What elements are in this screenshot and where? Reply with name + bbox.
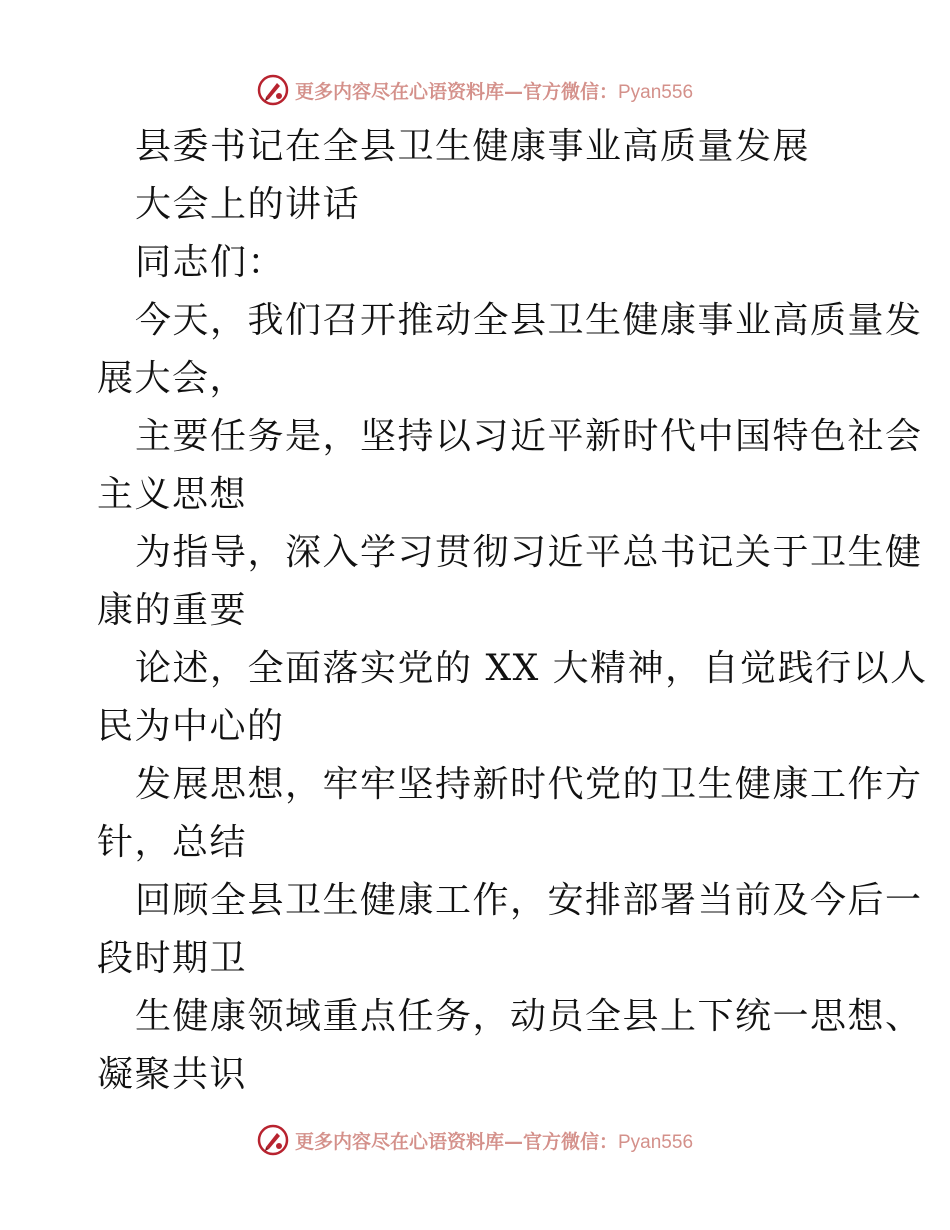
text-line: 段时期卫 — [97, 938, 248, 979]
text-line: 同志们： — [135, 242, 286, 283]
text-line: 发展思想，牢牢坚持新时代党的卫生健康工作方 — [135, 764, 923, 805]
text-line: 展大会， — [97, 358, 248, 399]
text-line: 生健康领域重点任务，动员全县上下统一思想、 — [135, 996, 923, 1037]
text-line: 今天，我们召开推动全县卫生健康事业高质量发 — [135, 300, 923, 341]
text-line: 康的重要 — [97, 590, 248, 631]
watermark-text: 更多内容尽在心语资料库—官方微信：Pyan556 — [294, 1130, 694, 1153]
text-line: 论述，全面落实党的 XX 大精神，自觉践行以人 — [135, 648, 928, 689]
text-line: 回顾全县卫生健康工作，安排部署当前及今后一 — [135, 880, 923, 921]
text-line: 大会上的讲话 — [135, 184, 361, 225]
document-body — [97, 118, 928, 1104]
pen-logo-icon — [257, 1124, 289, 1156]
watermark-wechat-id: Pyan556 — [618, 81, 694, 103]
pen-logo-icon — [257, 74, 289, 106]
text-line: 凝聚共识 — [97, 1054, 248, 1095]
text-line: 针，总结 — [97, 822, 248, 863]
header-watermark — [0, 70, 950, 110]
watermark-wechat-id: Pyan556 — [618, 1131, 694, 1153]
text-line: 为指导，深入学习贯彻习近平总书记关于卫生健 — [135, 532, 923, 573]
watermark-text: 更多内容尽在心语资料库—官方微信：Pyan556 — [294, 80, 694, 103]
footer-watermark — [0, 1120, 950, 1160]
text-line: 县委书记在全县卫生健康事业高质量发展 — [135, 126, 811, 167]
text-line: 民为中心的 — [97, 706, 285, 747]
text-line: 主要任务是，坚持以习近平新时代中国特色社会 — [135, 416, 923, 457]
text-line: 主义思想 — [97, 474, 248, 515]
